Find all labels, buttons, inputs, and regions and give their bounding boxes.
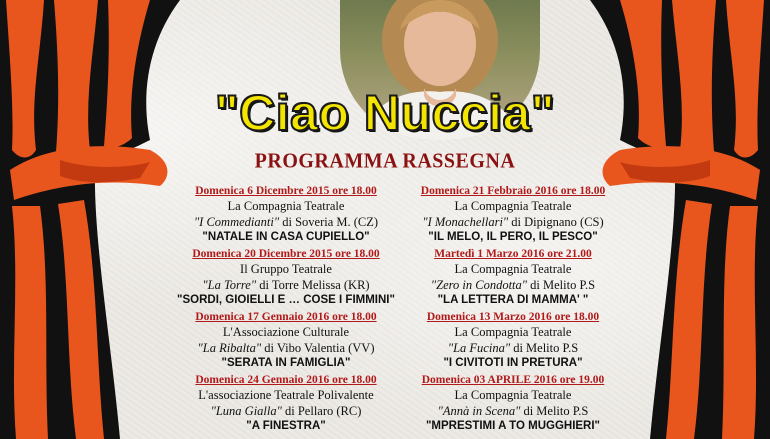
event-show-title: "NATALE IN CASA CUPIELLO"	[202, 231, 370, 243]
event-company	[176, 278, 396, 294]
event-group: Il Gruppo Teatrale	[240, 262, 332, 276]
company-name: "La Ribalta"	[197, 340, 262, 355]
event-company	[403, 341, 623, 357]
event-group: L'associazione Teatrale Polivalente	[198, 388, 374, 402]
event-show-title: "IL MELO, IL PERO, IL PESCO"	[428, 231, 598, 243]
company-place: di Vibo Valentia (VV)	[261, 340, 375, 355]
event-item	[176, 310, 396, 371]
company-name: "La Fucina"	[447, 340, 511, 355]
company-place: di Dipignano (CS)	[508, 214, 604, 229]
event-group: La Compagnia Teatrale	[454, 199, 572, 213]
event-show-title: "I CIVITOTI IN PRETURA"	[443, 357, 583, 369]
event-date: Domenica 24 Gennaio 2016 ore 18.00	[195, 374, 377, 386]
event-company	[403, 278, 623, 294]
company-name: "Luna Gialla"	[210, 403, 282, 418]
event-date: Domenica 03 APRILE 2016 ore 19.00	[421, 374, 605, 386]
company-name: "La Torre"	[202, 277, 257, 292]
event-company	[176, 215, 396, 231]
event-show-title: "SERATA IN FAMIGLIA"	[221, 357, 351, 369]
company-name: "Annà in Scena"	[437, 403, 521, 418]
event-group: La Compagnia Teatrale	[227, 199, 345, 213]
event-date: Domenica 13 Marzo 2016 ore 18.00	[426, 311, 600, 323]
company-name: "I Monachellari"	[422, 214, 509, 229]
event-item	[176, 247, 396, 308]
company-name: "Zero in Condotta"	[430, 277, 528, 292]
event-item	[403, 373, 623, 434]
company-place: di Pellaro (RC)	[281, 403, 362, 418]
event-date: Domenica 21 Febbraio 2016 ore 18.00	[420, 185, 606, 197]
event-show-title: "MPRESTIMI A TO MUGGHIERI"	[425, 420, 601, 432]
poster-title: "Ciao Nuccia"	[214, 85, 556, 141]
company-name: "I Commedianti"	[193, 214, 280, 229]
event-date: Domenica 17 Gennaio 2016 ore 18.00	[195, 311, 377, 323]
event-group: L'Associazione Culturale	[222, 325, 350, 339]
right-program-column	[403, 184, 623, 436]
company-place: di Torre Melissa (KR)	[256, 277, 370, 292]
left-program-column	[176, 184, 396, 436]
event-item	[176, 184, 396, 245]
company-place: di Melito P.S	[527, 277, 596, 292]
event-item	[403, 184, 623, 245]
event-item	[403, 310, 623, 371]
event-company	[176, 404, 396, 420]
event-group: La Compagnia Teatrale	[454, 388, 572, 402]
company-place: di Melito P.S	[510, 340, 579, 355]
company-place: di Soveria M. (CZ)	[279, 214, 379, 229]
event-company	[176, 341, 396, 357]
event-item	[403, 247, 623, 308]
event-company	[403, 215, 623, 231]
event-item	[176, 373, 396, 434]
event-date: Domenica 6 Dicembre 2015 ore 18.00	[195, 185, 377, 197]
event-group: La Compagnia Teatrale	[454, 262, 572, 276]
program-heading: PROGRAMMA RASSEGNA	[254, 149, 516, 173]
company-place: di Melito P.S	[520, 403, 589, 418]
event-group: La Compagnia Teatrale	[454, 325, 572, 339]
event-date: Martedì 1 Marzo 2016 ore 21.00	[434, 248, 592, 260]
event-company	[403, 404, 623, 420]
event-show-title: "LA LETTERA DI MAMMA' "	[437, 294, 589, 306]
event-date: Domenica 20 Dicembre 2015 ore 18.00	[192, 248, 380, 260]
event-show-title: "A FINESTRA"	[246, 420, 326, 432]
event-show-title: "SORDI, GIOIELLI E … COSE I FIMMINI"	[177, 294, 395, 306]
